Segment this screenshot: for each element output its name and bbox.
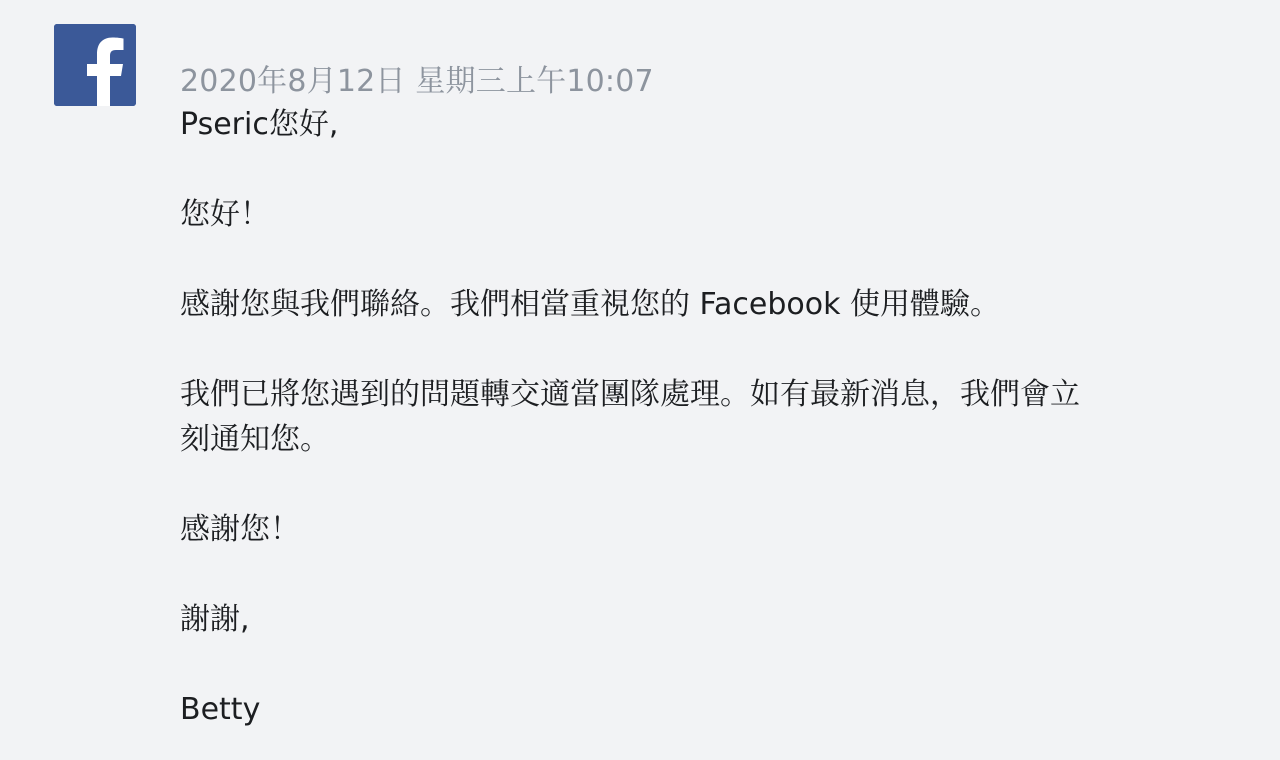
spacer [180,237,1220,282]
facebook-icon [54,24,136,106]
message-body [180,62,1220,732]
spacer [180,327,1220,372]
message-timestamp: 2020年8月12日 星期三上午10:07 [180,64,654,99]
paragraph-contact: 感謝您與我們聯絡。我們相當重視您的 Facebook 使用體驗。 [180,287,1001,322]
thanks-line: 感謝您！ [180,512,300,547]
spacer [180,642,1220,687]
signature-line: Betty [180,692,261,727]
hello-line: 您好！ [180,197,270,232]
closing-line: 謝謝, [180,602,250,637]
paragraph-forwarded-line2: 刻通知您。 [180,422,330,457]
spacer [180,147,1220,192]
spacer [180,552,1220,597]
greeting-line: Pseric您好, [180,107,339,142]
facebook-avatar [54,24,136,106]
paragraph-forwarded-line1: 我們已將您遇到的問題轉交適當團隊處理。如有最新消息，我們會立 [180,377,1080,412]
spacer [180,462,1220,507]
